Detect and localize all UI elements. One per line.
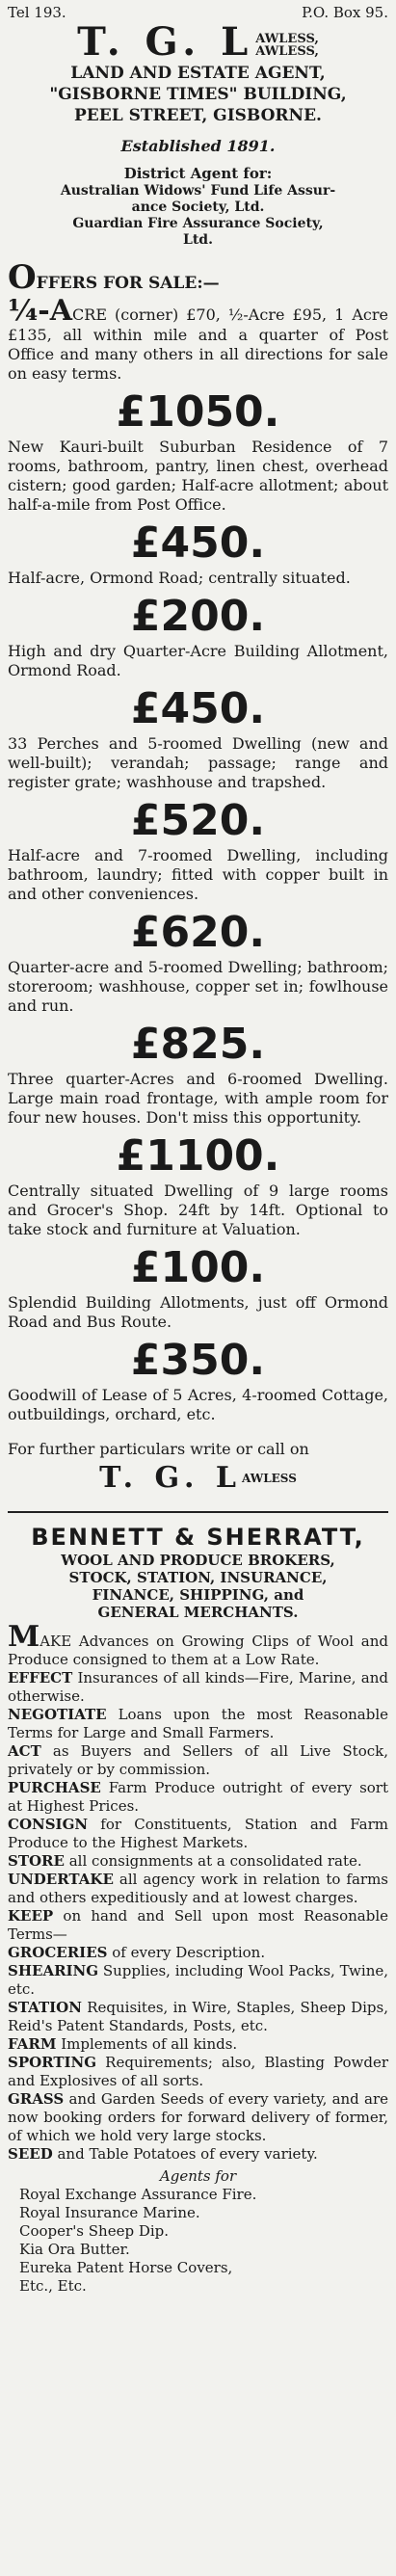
further-particulars: For further particulars write or call on (8, 1440, 309, 1458)
offers-intro-fraction: ¼-A (8, 294, 73, 328)
offers-heading: OFFERS FOR SALE:— (8, 258, 220, 297)
service-keyword: CONSIGN (8, 1816, 89, 1833)
service-item (8, 1999, 388, 2035)
service-keyword: SEED (8, 2145, 53, 2163)
service-item (8, 2035, 388, 2054)
firm-name (8, 19, 388, 65)
property-listings (8, 389, 388, 1424)
service-text: Supplies, including Wool Packs, Twine, etc. (8, 1962, 388, 1998)
service-keyword: GROCERIES (8, 1944, 108, 1961)
service-keyword: SPORTING (8, 2054, 97, 2071)
listing-price: £200. (130, 592, 266, 641)
service-keyword: STATION (8, 1999, 82, 2016)
listing-price: £450. (130, 518, 266, 568)
service-item (8, 1742, 388, 1779)
listing-description: Three quarter-Acres and 6-roomed Dwelling. Large main road frontage, with ample room for four new houses. Don't miss this opportunity. (8, 1070, 388, 1127)
service-item (8, 1669, 388, 1706)
service-item (8, 2054, 388, 2090)
bennett-subtitle-3: FINANCE, SHIPPING, and (92, 1586, 304, 1604)
firm-surname: AWLESS, AWLESS, (255, 32, 319, 59)
service-keyword: ACT (8, 1742, 41, 1760)
agency-1: Australian Widows' Fund Life Assur- ance Society, Ltd. (60, 183, 336, 215)
service-keyword: SHEARING (8, 1962, 99, 1979)
service-text: and Table Potatoes of every variety. (52, 2145, 318, 2163)
section-divider (8, 1511, 388, 1513)
agent-item: Eureka Patent Horse Covers, (19, 2259, 233, 2276)
agency-2: Guardian Fire Assurance Society, Ltd. (72, 216, 324, 248)
agents-list (8, 2186, 388, 2296)
listing-price: £1050. (116, 387, 280, 437)
firm-address-line-2: PEEL STREET, GISBORNE. (74, 106, 322, 125)
agent-item: Royal Insurance Marine. (19, 2204, 200, 2221)
listing-description: Splendid Building Allotments, just off Ormond Road and Bus Route. (8, 1293, 388, 1331)
service-keyword: EFFECT (8, 1669, 73, 1686)
listing-description: Centrally situated Dwelling of 9 large rooms and Grocer's Shop. 24ft by 14ft. Optional to take stock and furniture at Valuation. (8, 1182, 388, 1238)
service-text: Requirements; also, Blasting Powder and Explosives of all sorts. (8, 2054, 388, 2089)
established-date: Established 1891. (120, 137, 276, 155)
service-keyword: FARM (8, 2035, 57, 2053)
service-item (8, 1816, 388, 1852)
offers-drop-cap: O (8, 258, 37, 297)
listing-price: £350. (130, 1336, 266, 1385)
service-keyword: NEGOTIATE (8, 1706, 107, 1723)
service-text: Requisites, in Wire, Staples, Sheep Dips, Reid's Patent Standards, Posts, etc. (8, 1999, 388, 2034)
listing-description: 33 Perches and 5-roomed Dwelling (new and well-built); verandah; passage; range and register grate; washhouse and trapshed. (8, 734, 388, 791)
po-box: P.O. Box 95. (302, 4, 388, 21)
service-text: of every Description. (107, 1944, 266, 1961)
bennett-drop-cap: M (8, 1620, 40, 1654)
service-text: Loans upon the most Reasonable Terms for Large and Small Farmers. (8, 1706, 388, 1741)
service-keyword: GRASS (8, 2090, 65, 2108)
service-text: and Garden Seeds of every variety, and are now booking orders for forward delivery of former, of which we hold very large stocks. (8, 2090, 388, 2144)
service-text: Farm Produce outright of every sort at Highest Prices. (8, 1779, 388, 1815)
telephone-number: Tel 193. (8, 4, 66, 21)
service-keyword: UNDERTAKE (8, 1871, 114, 1888)
service-item (8, 1871, 388, 1907)
listing-description: Quarter-acre and 5-roomed Dwelling; bathroom; storeroom; washhouse, copper set in; fowlhouse and run. (8, 958, 388, 1015)
bennett-subtitle-1: WOOL AND PRODUCE BROKERS, (61, 1552, 335, 1569)
service-text: all agency work in relation to farms and others expeditiously and at lowest charges. (8, 1871, 388, 1906)
service-item (8, 1779, 388, 1816)
service-item (8, 1852, 388, 1871)
listing-price: £1100. (116, 1131, 280, 1181)
service-text: as Buyers and Sellers of all Live Stock, privately or by commission. (8, 1742, 388, 1778)
bennett-subtitle-2: STOCK, STATION, INSURANCE, (68, 1569, 328, 1586)
service-text: on hand and Sell upon most Reasonable Terms— (8, 1907, 388, 1943)
bennett-services (8, 1669, 388, 2164)
listing-description: Half-acre and 7-roomed Dwelling, including bathroom, laundry; fitted with copper built in and other conveniences. (8, 846, 388, 903)
listing-description: Goodwill of Lease of 5 Acres, 4-roomed Cottage, outbuildings, orchard, etc. (8, 1386, 388, 1423)
listing-price: £520. (130, 796, 266, 845)
bennett-sherratt-title: BENNETT & SHERRATT, (31, 1524, 365, 1551)
listing-price: £825. (130, 1020, 266, 1069)
listing-description: Half-acre, Ormond Road; centrally situated. (8, 569, 351, 587)
listing-price: £620. (130, 908, 266, 957)
service-item (8, 1962, 388, 1999)
service-text: Insurances of all kinds—Fire, Marine, and otherwise. (8, 1669, 388, 1705)
service-text: for Constituents, Station and Farm Produce to the Highest Markets. (8, 1816, 388, 1851)
listing-price: £100. (130, 1243, 266, 1292)
listing-description: New Kauri-built Suburban Residence of 7 rooms, bathroom, pantry, linen chest, overhead cistern; good garden; Half-acre allotment; about half-a-mile from Post Office. (8, 438, 388, 514)
service-item (8, 1944, 388, 1962)
agent-item: Etc., Etc. (19, 2277, 87, 2295)
service-item (8, 1907, 388, 1944)
service-keyword: STORE (8, 1852, 65, 1870)
service-text: all consignments at a consolidated rate. (64, 1852, 362, 1870)
agent-item: Royal Exchange Assurance Fire. (19, 2186, 257, 2203)
service-item (8, 1706, 388, 1742)
agents-heading: Agents for (159, 2167, 237, 2185)
agent-item: Cooper's Sheep Dip. (19, 2222, 170, 2240)
service-item (8, 2090, 388, 2145)
agent-item: Kia Ora Butter. (19, 2241, 130, 2258)
service-text: Implements of all kinds. (56, 2035, 238, 2053)
service-keyword: KEEP (8, 1907, 54, 1925)
signature-name: T. G. $L^{AWLESS}$ (99, 1461, 297, 1495)
listing-description: High and dry Quarter-Acre Building Allotment, Ormond Road. (8, 642, 388, 679)
district-agent-heading: District Agent for: (123, 165, 273, 182)
firm-title: LAND AND ESTATE AGENT, (70, 64, 326, 83)
service-item (8, 2145, 388, 2164)
bennett-subtitle-4: GENERAL MERCHANTS. (97, 1604, 299, 1621)
bennett-intro: MAKE Advances on Growing Clips of Wool and Produce consigned to them at a Low Rate. (8, 1620, 388, 1668)
offers-intro: ¼-ACRE (corner) £70, ½-Acre £95, 1 Acre £135, all within mile and a quarter of Post Office and many others in all directions for sale on easy terms. (8, 294, 388, 383)
listing-price: £450. (130, 684, 266, 733)
service-keyword: PURCHASE (8, 1779, 101, 1796)
firm-initials: T. G. L (77, 19, 254, 65)
firm-address-line-1: "GISBORNE TIMES" BUILDING, (49, 85, 347, 104)
